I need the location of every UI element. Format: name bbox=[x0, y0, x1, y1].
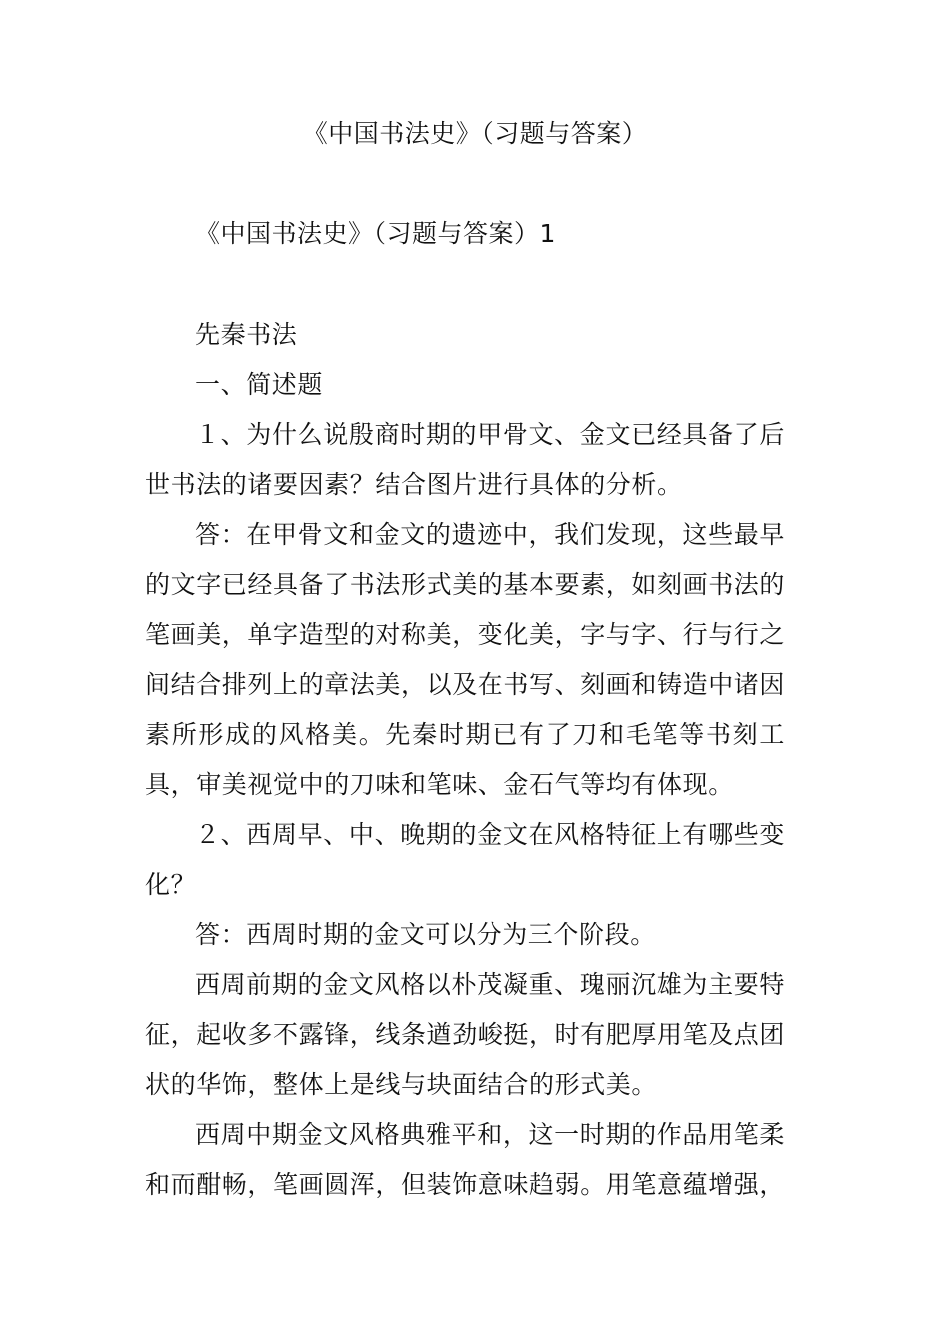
answer-2-intro: 答：西周时期的金文可以分为三个阶段。 bbox=[195, 920, 656, 949]
document-body bbox=[145, 310, 785, 1210]
answer-1: 答：在甲骨文和金文的遗迹中，我们发现，这些最早的文字已经具备了书法形式美的基本要素，如刻画书法的笔画美，单字造型的对称美，变化美，字与字、行与行之间结合排列上的章法美，以及在书写、刻画和铸造中诸因素所形成的风格美。先秦时期已有了刀和毛笔等书刻工具，审美视觉中的刀味和笔味、金石气等均有体现。 bbox=[145, 520, 786, 799]
question-1: １、为什么说殷商时期的甲骨文、金文已经具备了后世书法的诸要因素？结合图片进行具体的分析。 bbox=[145, 420, 785, 499]
question-2: ２、西周早、中、晚期的金文在风格特征上有哪些变化？ bbox=[145, 820, 785, 899]
document-title: 《中国书法史》（习题与答案） bbox=[302, 119, 648, 148]
question-type-heading: 一、简述题 bbox=[195, 370, 324, 399]
answer-2-early-period: 西周前期的金文风格以朴茂凝重、瑰丽沉雄为主要特征，起收多不露锋，线条遒劲峻挺，时有肥厚用笔及点团状的华饰，整体上是线与块面结合的形式美。 bbox=[145, 970, 786, 1099]
document-subtitle: 《中国书法史》（习题与答案）1 bbox=[195, 219, 556, 248]
answer-2-middle-period: 西周中期金文风格典雅平和，这一时期的作品用笔柔和而酣畅，笔画圆浑，但装饰意味趋弱。用笔意蕴增强， bbox=[145, 1120, 786, 1199]
section-heading: 先秦书法 bbox=[195, 320, 298, 349]
